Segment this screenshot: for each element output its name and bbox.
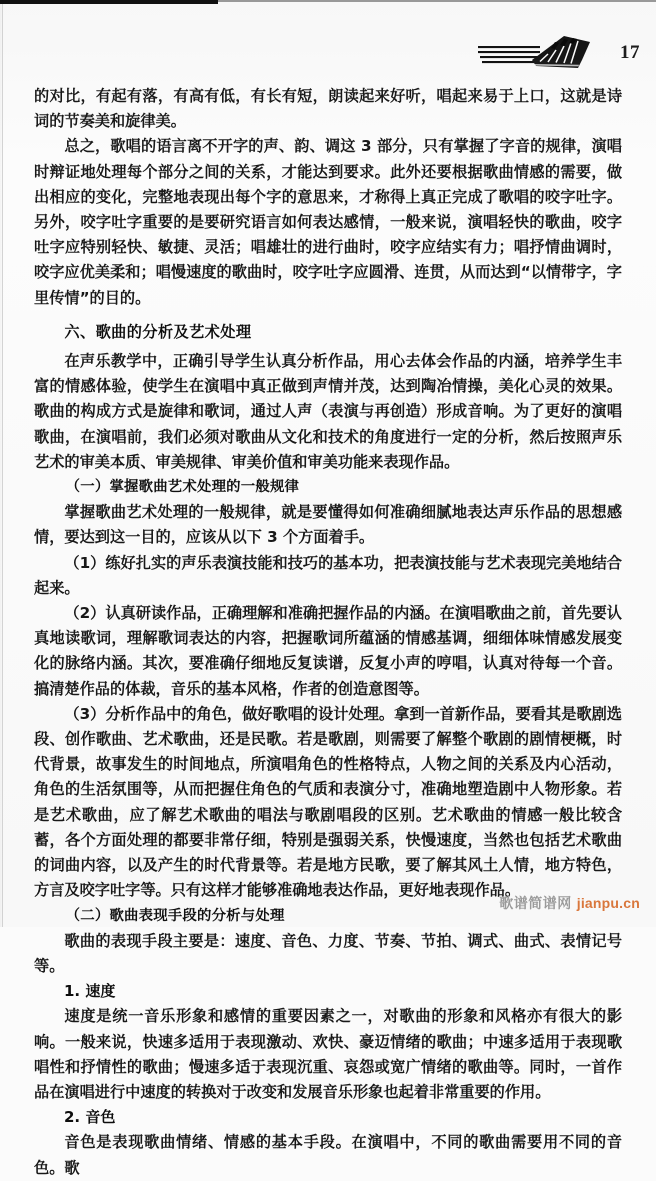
- numbered-heading: 1. 速度: [64, 982, 116, 1001]
- body-paragraph: （1）练好扎实的声乐表演技能和技巧的基本功，把表演技能与艺术表现完美地结合起来。: [34, 553, 622, 597]
- body-paragraph: 在声乐教学中，正确引导学生认真分析作品，用心去体会作品的内涵，培养学生丰富的情感体验，使学生在演唱中真正做到声情并茂，达到陶冶情操，美化心灵的效果。歌曲的构成方式是旋律和歌词，通过人声（表演与再创造）形成音响。为了更好的演唱歌曲，在演唱前，我们必须对歌曲从文化和技术的角度进行一定的分析，然后按照声乐艺术的审美本质、审美规律、审美价值和审美功能来表现作品。: [34, 352, 622, 471]
- scan-edge-artifact-top: [0, 0, 218, 4]
- site-watermark: [499, 894, 640, 913]
- section-spacer: [34, 311, 622, 320]
- body-paragraph: （3）分析作品中的角色，做好歌唱的设计处理。拿到一首新作品，要看其是歌剧选段、创作歌曲、艺术歌曲，还是民歌。若是歌剧，则需要了解整个歌剧的剧情梗概，时代背景，故事发生的时间地点，所演唱角色的性格特点，人物之间的关系及内心活动，角色的生活氛围等，从而把握住角色的气质和表演分寸，准确地塑造剧中人物形象。若是艺术歌曲，应了解艺术歌曲的唱法与歌剧唱段的区别。艺术歌曲的情感一般比较含蓄，各个方面处理的都要非常仔细，特别是强弱关系，快慢速度，当然也包括艺术歌曲的词曲内容，以及产生的时代背景等。若是地方民歌，要了解其风土人情，地方特色，方言及咬字吐字等。只有这样才能够准确地表达作品，更好地表现作品。: [34, 704, 622, 900]
- page-number: 17: [620, 42, 640, 63]
- subsection-heading: （二）歌曲表现手段的分析与处理: [65, 907, 285, 924]
- body-paragraph: （2）认真研读作品，正确理解和准确把握作品的内涵。在演唱歌曲之前，首先要认真地读歌词，理解歌词表达的内容，把握歌词所蕴涵的情感基调，细细体味情感发展变化的脉络内涵。其次，要准确仔细地反复读谱，反复小声的哼唱，认真对待每一个音。搞清楚作品的体裁，音乐的基本风格，作者的创造意图等。: [34, 604, 622, 698]
- watermark-site-url: jianpu.cn: [576, 895, 640, 911]
- body-paragraph: 总之，歌唱的语言离不开字的声、韵、调这 3 部分，只有掌握了字音的规律，演唱时辩证地处理每个部分之间的关系，才能达到要求。此外还要根据歌曲情感的需要，做出相应的变化，完整地表现出每个字的意思来，才称得上真正完成了歌唱的咬字吐字。另外，咬字吐字重要的是要研究语言如何表达感情，一般来说，演唱轻快的歌曲，咬字吐字应特别轻快、敏捷、灵活；唱雄壮的进行曲时，咬字应结实有力；唱抒情曲调时，咬字应优美柔和；唱慢速度的歌曲时，咬字吐字应圆滑、连贯，从而达到“以情带字，字里传情”的目的。: [34, 137, 622, 307]
- watermark-site-name-cn: 歌谱简谱网: [499, 896, 572, 912]
- body-paragraph: 速度是统一音乐形象和感情的重要因素之一，对歌曲的形象和风格亦有很大的影响。一般来说，快速多适用于表现激动、欢快、豪迈情绪的歌曲；中速多适用于表现歌唱性和抒情性的歌曲；慢速多适于表现沉重、哀怨或宽广情绪的歌曲等。同时，一首作品在演唱进行中速度的转换对于改变和发展音乐形象也起着非常重要的作用。: [34, 1007, 622, 1101]
- body-paragraph: 掌握歌曲艺术处理的一般规律，就是要懂得如何准确细腻地表达声乐作品的思想感情，要达到这一目的，应该从以下 3 个方面着手。: [34, 503, 622, 547]
- body-paragraph: 音色是表现歌曲情绪、情感的基本手段。在演唱中，不同的歌曲需要用不同的音色。歌: [34, 1133, 622, 1177]
- body-paragraph: 的对比，有起有落，有高有低，有长有短，朗读起来好听，唱起来易于上口，这就是诗词的节奏美和旋律美。: [34, 87, 622, 131]
- numbered-heading: 2. 音色: [64, 1108, 116, 1127]
- section-heading: 六、歌曲的分析及艺术处理: [64, 322, 252, 341]
- page-header: [0, 26, 656, 80]
- body-paragraph: 歌曲的表现手段主要是：速度、音色、力度、节奏、节拍、调式、曲式、表情记号等。: [34, 931, 622, 975]
- scan-edge-artifact-top-right: [218, 0, 656, 2]
- page-body: [34, 84, 622, 1181]
- piano-keyboard-staff-icon: [478, 30, 598, 74]
- scan-edge-artifact-left: [2, 4, 3, 927]
- subsection-heading: （一）掌握歌曲艺术处理的一般规律: [65, 479, 300, 496]
